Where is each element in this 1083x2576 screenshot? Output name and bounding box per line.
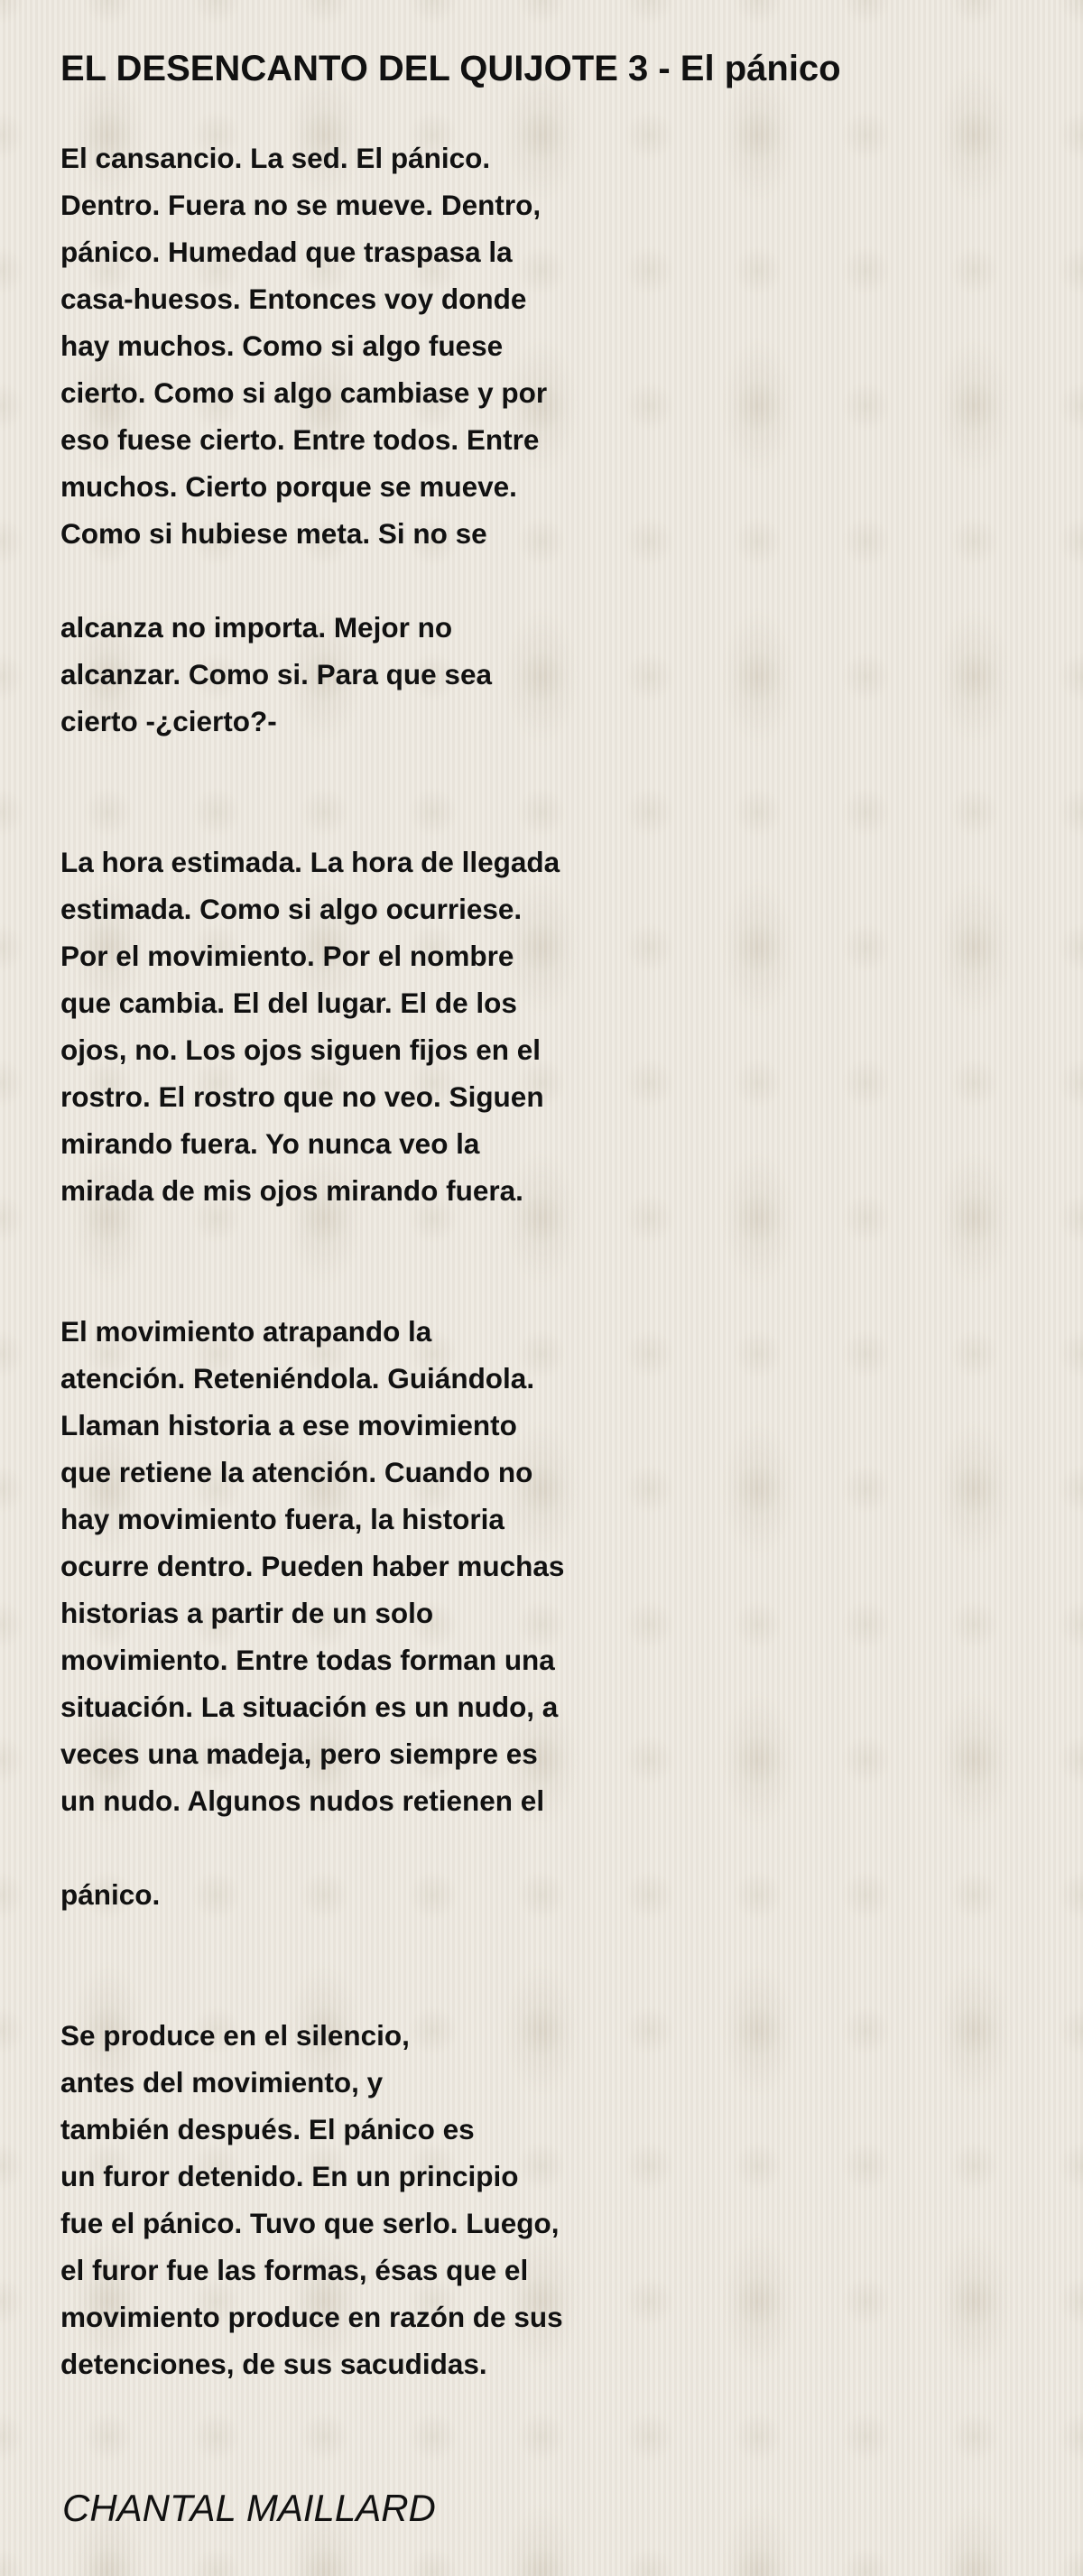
poem-line: hay movimiento fuera, la historia (60, 1503, 504, 1535)
poem-title: EL DESENCANTO DEL QUIJOTE 3 - El pánico (60, 49, 841, 88)
poem-line: también después. El pánico es (60, 2113, 475, 2145)
poem-line: un furor detenido. En un principio (60, 2160, 519, 2192)
poem-line: movimiento produce en razón de sus (60, 2301, 563, 2333)
poem-line: La hora estimada. La hora de llegada (60, 846, 560, 878)
stanza-break (60, 1261, 564, 1308)
poem-line: El cansancio. La sed. El pánico. (60, 142, 491, 174)
poem-line: detenciones, de sus sacudidas. (60, 2348, 487, 2380)
poem-line: casa-huesos. Entonces voy donde (60, 283, 527, 315)
poem-line: cierto. Como si algo cambiase y por (60, 376, 548, 409)
poem-line: el furor fue las formas, ésas que el (60, 2254, 529, 2286)
poem-line: movimiento. Entre todas forman una (60, 1644, 555, 1676)
poem-line: pánico. (60, 1878, 161, 1911)
poem-line: Se produce en el silencio, (60, 2019, 410, 2052)
poem-line: rostro. El rostro que no veo. Siguen (60, 1080, 544, 1113)
poem-line: un nudo. Algunos nudos retienen el (60, 1784, 545, 1817)
poem-body (60, 134, 564, 2387)
poem-line: atención. Reteniéndola. Guiándola. (60, 1362, 535, 1395)
poem-line: estimada. Como si algo ocurriese. (60, 893, 523, 925)
poem-line: eso fuese cierto. Entre todos. Entre (60, 423, 540, 456)
poem-line: historias a partir de un solo (60, 1597, 434, 1629)
stanza-break (60, 1824, 564, 1871)
stanza-break (60, 792, 564, 839)
poem-line: Por el movimiento. Por el nombre (60, 940, 514, 972)
stanza-break (60, 1965, 564, 2012)
poem-line: fue el pánico. Tuvo que serlo. Luego, (60, 2207, 560, 2239)
stanza-break (60, 1214, 564, 1261)
poem-line: mirada de mis ojos mirando fuera. (60, 1174, 523, 1207)
poem-line: mirando fuera. Yo nunca veo la (60, 1127, 480, 1160)
stanza-break (60, 1918, 564, 1965)
poem-line: que retiene la atención. Cuando no (60, 1456, 533, 1488)
poem-line: Como si hubiese meta. Si no se (60, 517, 487, 550)
poem-line: veces una madeja, pero siempre es (60, 1737, 538, 1770)
poem-line: hay muchos. Como si algo fuese (60, 329, 504, 362)
poem-line: antes del movimiento, y (60, 2066, 384, 2099)
poem-line: cierto -¿cierto?- (60, 705, 277, 737)
poem-line: alcanzar. Como si. Para que sea (60, 658, 492, 690)
stanza-break (60, 745, 564, 792)
stanza-break (60, 557, 564, 604)
poem-line: Llaman historia a ese movimiento (60, 1409, 517, 1441)
poem-line: ojos, no. Los ojos siguen fijos en el (60, 1033, 542, 1066)
poem-line: El movimiento atrapando la (60, 1315, 432, 1348)
poem-line: Dentro. Fuera no se mueve. Dentro, (60, 189, 542, 221)
poem-line: que cambia. El del lugar. El de los (60, 987, 517, 1019)
poem-line: situación. La situación es un nudo, a (60, 1691, 559, 1723)
poem-line: pánico. Humedad que traspasa la (60, 236, 513, 268)
poem-line: muchos. Cierto porque se mueve. (60, 470, 517, 503)
poem-line: alcanza no importa. Mejor no (60, 611, 453, 644)
poem-author: CHANTAL MAILLARD (62, 2487, 436, 2529)
poem-line: ocurre dentro. Pueden haber muchas (60, 1550, 565, 1582)
